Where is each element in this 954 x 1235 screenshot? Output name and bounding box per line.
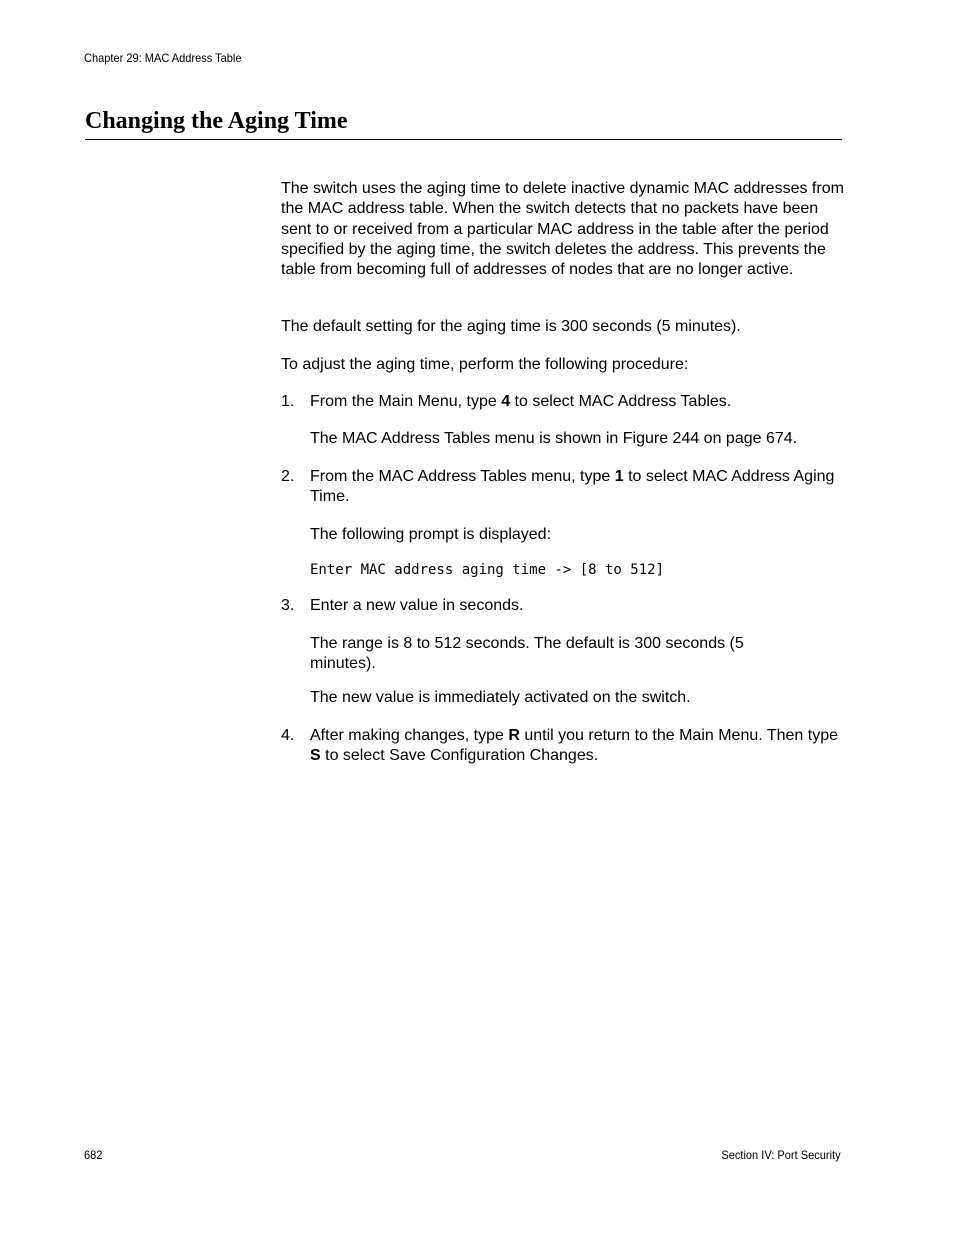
- step-1-key: 4: [501, 393, 511, 410]
- section-title: Changing the Aging Time: [85, 108, 348, 134]
- step-3-note-2: The new value is immediately activated on the switch.: [310, 689, 691, 706]
- step-4-key-r: R: [508, 727, 520, 744]
- step-4-number: 4.: [281, 727, 295, 744]
- running-footer-section: Section IV: Port Security: [721, 1148, 841, 1162]
- page-number: 682: [84, 1148, 103, 1162]
- step-3-note: The range is 8 to 512 seconds. The default is 300 seconds (5 minutes).: [310, 635, 744, 673]
- step-1-number: 1.: [281, 393, 295, 410]
- step-1-note: The MAC Address Tables menu is shown in Figure 244 on page 674.: [310, 430, 798, 447]
- intro-paragraph: The switch uses the aging time to delete inactive dynamic MAC addresses from the MAC address table. When the switch detects that no packets have been sent to or received from a particular MAC address in the table after the period specified by the aging time, the switch deletes the address. This prevents the table from becoming full of addresses of nodes that are no longer active.: [281, 180, 844, 279]
- step-3-text: Enter a new value in seconds.: [310, 597, 524, 614]
- step-2-note: The following prompt is displayed:: [310, 526, 552, 543]
- step-4-key-s: S: [310, 747, 321, 765]
- step-4-text: After making changes, type R until you return to the Main Menu. Then type S to select Save Configuration Changes.: [310, 727, 838, 765]
- running-header: Chapter 29: MAC Address Table: [84, 51, 242, 65]
- step-2-text: From the MAC Address Tables menu, type 1 to select MAC Address Aging Time.: [310, 468, 835, 506]
- title-rule: [85, 139, 842, 140]
- prompt-code: Enter MAC address aging time -> [8 to 512]: [310, 562, 665, 578]
- step-2-number: 2.: [281, 468, 295, 485]
- step-2-key: 1: [614, 468, 624, 485]
- step-1-text: From the Main Menu, type 4 to select MAC Address Tables.: [310, 393, 732, 410]
- default-setting-paragraph: The default setting for the aging time is 300 seconds (5 minutes).: [281, 318, 741, 335]
- step-3-number: 3.: [281, 597, 295, 614]
- procedure-intro-paragraph: To adjust the aging time, perform the following procedure:: [281, 356, 689, 373]
